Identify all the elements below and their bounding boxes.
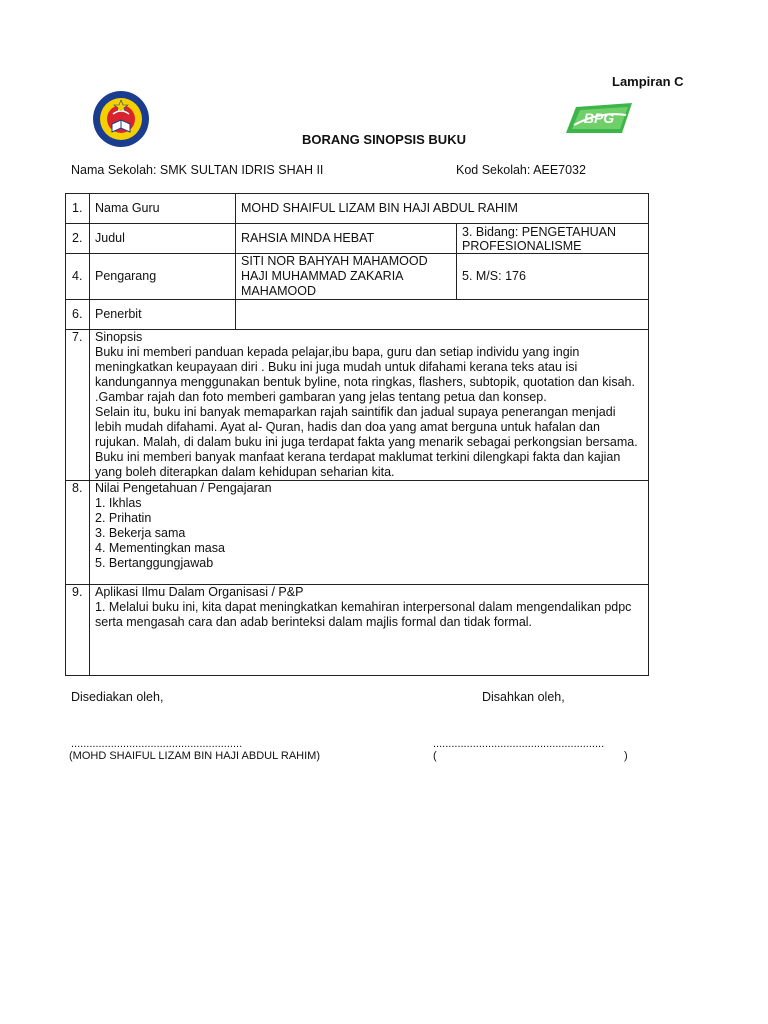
book-title-value: RAHSIA MINDA HEBAT xyxy=(236,224,457,254)
table-row xyxy=(66,330,649,481)
synopsis-line: lebih mudah difahami. Ayat al- Quran, hadis dan doa yang amat berguna untuk hafalan dan xyxy=(95,420,600,434)
table-row xyxy=(66,254,649,300)
row-number: 1. xyxy=(66,194,90,224)
synopsis-line: Selain itu, buku ini banyak memaparkan rajah saintifik dan jadual supaya penerangan menjadi xyxy=(95,405,616,419)
table-row xyxy=(66,194,649,224)
application-label: Aplikasi Ilmu Dalam Organisasi / P&P xyxy=(95,585,304,599)
table-row xyxy=(66,585,649,676)
school-name: Nama Sekolah: SMK SULTAN IDRIS SHAH II xyxy=(71,163,324,177)
school-code: Kod Sekolah: AEE7032 xyxy=(456,163,586,177)
synopsis-line: rujukan. Malah, di dalam buku ini juga terdapat fakta yang menarik sebagai perkongsian bersama. xyxy=(95,435,638,449)
signature-line-left: ........................................................ xyxy=(71,738,243,750)
bpg-logo-icon xyxy=(566,101,632,135)
list-item: 3. Bekerja sama xyxy=(95,526,186,540)
values-label: Nilai Pengetahuan / Pengajaran xyxy=(95,481,272,495)
list-item: 5. Bertanggungjawab xyxy=(95,556,214,570)
row-number: 6. xyxy=(66,300,90,330)
list-item: 2. Prihatin xyxy=(95,511,152,525)
row-number: 2. xyxy=(66,224,90,254)
author-label: Pengarang xyxy=(90,254,236,300)
approver-paren-close: ) xyxy=(624,750,628,762)
synopsis-line: yang boleh diterapkan dalam kehidupan seharian kita. xyxy=(95,465,395,479)
field-cell xyxy=(457,224,649,254)
application-line: 1. Melalui buku ini, kita dapat meningkatkan kemahiran interpersonal dalam mengendalikan pdpc xyxy=(95,600,632,614)
author-line-1: SITI NOR BAHYAH MAHAMOOD xyxy=(241,254,428,268)
synopsis-cell xyxy=(90,330,649,481)
preparer-name: (MOHD SHAIFUL LIZAM BIN HAJI ABDUL RAHIM) xyxy=(69,750,320,762)
approved-by-label: Disahkan oleh, xyxy=(482,690,565,704)
attachment-label: Lampiran C xyxy=(612,74,684,89)
page-count: 5. M/S: 176 xyxy=(457,254,649,300)
application-line: serta mengasah cara dan adab berinteksi dalam majlis formal dan tidak formal. xyxy=(95,615,533,629)
title-label: Judul xyxy=(90,224,236,254)
row-number: 8. xyxy=(66,481,90,585)
list-item: 1. Ikhlas xyxy=(95,496,142,510)
table-row xyxy=(66,481,649,585)
author-line-2: HAJI MUHAMMAD ZAKARIA xyxy=(241,269,404,283)
publisher-value xyxy=(236,300,649,330)
field-line-1: 3. Bidang: PENGETAHUAN xyxy=(462,224,616,239)
form-title: BORANG SINOPSIS BUKU xyxy=(302,132,466,147)
author-value xyxy=(236,254,457,300)
publisher-label: Penerbit xyxy=(90,300,236,330)
field-line-2: PROFESIONALISME xyxy=(462,238,582,253)
row-number: 7. xyxy=(66,330,90,481)
row-number: 4. xyxy=(66,254,90,300)
author-line-3: MAHAMOOD xyxy=(241,284,316,298)
row-number: 9. xyxy=(66,585,90,676)
table-row xyxy=(66,300,649,330)
list-item: 4. Mementingkan masa xyxy=(95,541,225,555)
values-cell xyxy=(90,481,649,585)
signature-line-right: ........................................................ xyxy=(433,738,605,750)
synopsis-line: .Gambar rajah dan foto memberi gambaran yang jelas tentang petua dan konsep. xyxy=(95,390,547,404)
synopsis-form-table xyxy=(65,193,649,676)
teacher-name-value: MOHD SHAIFUL LIZAM BIN HAJI ABDUL RAHIM xyxy=(236,194,649,224)
prepared-by-label: Disediakan oleh, xyxy=(71,690,164,704)
teacher-name-label: Nama Guru xyxy=(90,194,236,224)
synopsis-line: meningkatkan keupayaan diri . Buku ini juga mudah untuk difahami kerana teks atau isi xyxy=(95,360,578,374)
synopsis-label: Sinopsis xyxy=(95,330,143,344)
synopsis-line: Buku ini memberi panduan kepada pelajar,ibu bapa, guru dan setiap individu yang ingin xyxy=(95,345,580,359)
synopsis-line: Buku ini memberi banyak manfaat kerana terdapat maklumat terkini dilengkapi fakta dan kajian xyxy=(95,450,621,464)
table-row xyxy=(66,224,649,254)
bpg-logo-text: BPG xyxy=(583,110,615,126)
synopsis-line: kandungannya menggunakan bentuk byline, nota ringkas, flashers, subtopik, quotation dan kisah. xyxy=(95,375,635,389)
approver-paren-open: ( xyxy=(433,750,437,762)
application-cell xyxy=(90,585,649,676)
